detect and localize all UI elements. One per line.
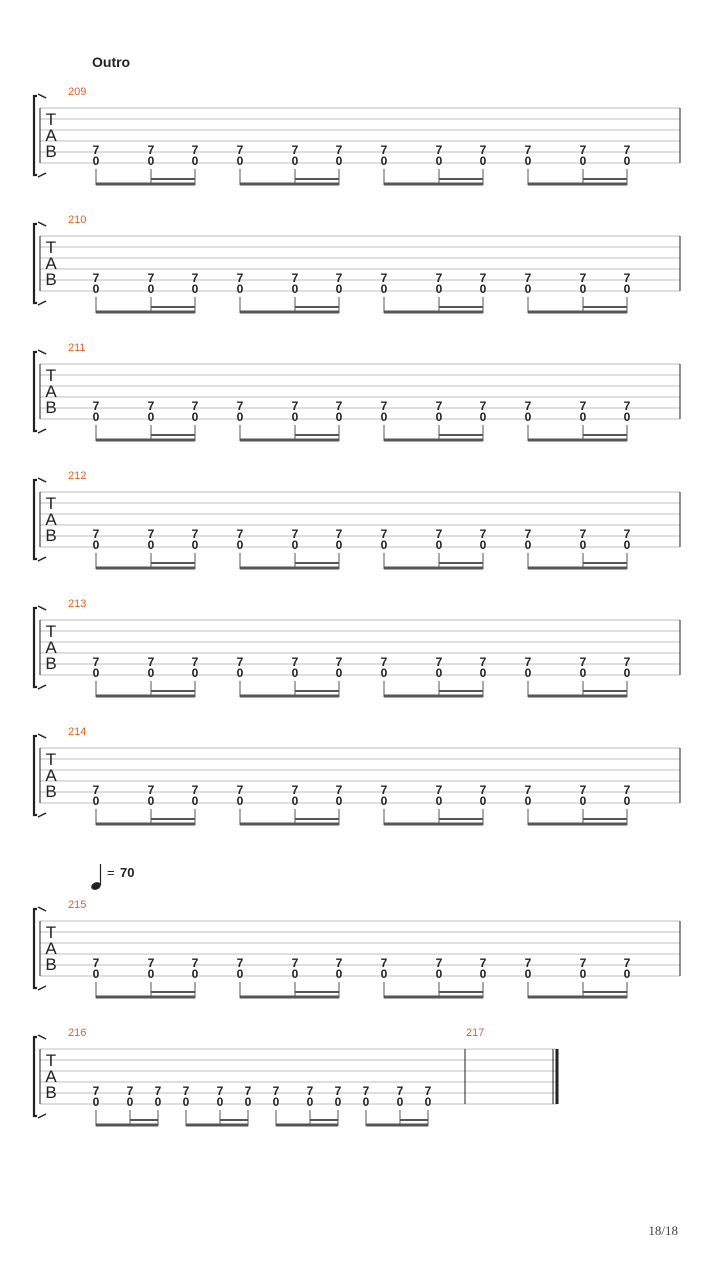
fret-number-upper: 7 (524, 271, 532, 285)
fret-number-upper: 7 (435, 527, 443, 541)
fret-number-upper: 7 (380, 956, 388, 970)
fret-number-lower: 0 (623, 538, 631, 552)
fret-number-upper: 7 (335, 655, 343, 669)
fret-number-lower: 0 (291, 794, 299, 808)
fret-number-lower: 0 (147, 967, 155, 981)
staff-system (34, 342, 680, 441)
tab-clef-letter: T (45, 110, 57, 129)
measure-number: 212 (68, 470, 87, 482)
fret-number-lower: 0 (579, 154, 587, 168)
fret-number-upper: 7 (435, 956, 443, 970)
fret-number-upper: 7 (236, 399, 244, 413)
fret-number-upper: 7 (291, 143, 299, 157)
measure-number: 214 (68, 726, 87, 738)
fret-number-lower: 0 (623, 967, 631, 981)
tab-clef-letter: A (45, 510, 57, 529)
fret-number-upper: 7 (236, 527, 244, 541)
fret-number-upper: 7 (479, 143, 487, 157)
measure-number: 213 (68, 598, 87, 610)
measure-number: 216 (68, 1027, 87, 1039)
fret-number-lower: 0 (579, 538, 587, 552)
fret-number-upper: 7 (524, 783, 532, 797)
section-label: Outro (92, 54, 131, 70)
fret-number-lower: 0 (435, 967, 443, 981)
fret-number-upper: 7 (335, 143, 343, 157)
fret-number-lower: 0 (191, 666, 199, 680)
fret-number-lower: 0 (380, 282, 388, 296)
fret-number-upper: 7 (380, 271, 388, 285)
beamed-note-group (237, 655, 343, 697)
tab-clef-letter: B (45, 955, 57, 974)
fret-number-lower: 0 (154, 1095, 162, 1109)
system-bracket (34, 1037, 37, 1116)
fret-number-lower: 0 (380, 967, 388, 981)
fret-number-upper: 7 (424, 1084, 432, 1098)
fret-number-upper: 7 (92, 143, 100, 157)
fret-number-upper: 7 (147, 956, 155, 970)
bracket-hook-bottom (38, 173, 46, 177)
fret-number-lower: 0 (435, 282, 443, 296)
fret-number-lower: 0 (191, 410, 199, 424)
fret-number-lower: 0 (579, 282, 587, 296)
tab-clef-letter: B (45, 398, 57, 417)
fret-number-upper: 7 (362, 1084, 370, 1098)
beamed-note-group (525, 271, 631, 313)
fret-number-upper: 7 (191, 956, 199, 970)
bracket-hook-top (38, 350, 46, 354)
beamed-note-group (525, 783, 631, 825)
fret-number-lower: 0 (380, 538, 388, 552)
fret-number-upper: 7 (236, 655, 244, 669)
fret-number-lower: 0 (380, 666, 388, 680)
beamed-note-group (93, 527, 199, 569)
fret-number-lower: 0 (236, 154, 244, 168)
fret-number-upper: 7 (335, 399, 343, 413)
fret-number-upper: 7 (92, 527, 100, 541)
bracket-hook-bottom (38, 1114, 46, 1118)
beamed-note-group (381, 956, 487, 998)
fret-number-lower: 0 (92, 1095, 100, 1109)
fret-number-upper: 7 (291, 399, 299, 413)
bracket-hook-bottom (38, 557, 46, 561)
fret-number-upper: 7 (623, 527, 631, 541)
fret-number-lower: 0 (479, 282, 487, 296)
staff-system (34, 899, 680, 998)
fret-number-upper: 7 (396, 1084, 404, 1098)
fret-number-upper: 7 (191, 271, 199, 285)
bracket-hook-top (38, 1035, 46, 1039)
beamed-note-group (237, 527, 343, 569)
beamed-note-group (525, 956, 631, 998)
tab-clef-letter: B (45, 526, 57, 545)
system-bracket (34, 96, 37, 175)
fret-number-upper: 7 (92, 271, 100, 285)
fret-number-lower: 0 (579, 967, 587, 981)
bracket-hook-top (38, 606, 46, 610)
fret-number-upper: 7 (435, 399, 443, 413)
beamed-note-group (93, 143, 199, 185)
beamed-note-group (237, 143, 343, 185)
fret-number-lower: 0 (335, 666, 343, 680)
fret-number-upper: 7 (182, 1084, 190, 1098)
staff-system (34, 598, 680, 697)
fret-number-lower: 0 (623, 282, 631, 296)
fret-number-upper: 7 (92, 399, 100, 413)
fret-number-lower: 0 (335, 282, 343, 296)
fret-number-lower: 0 (524, 967, 532, 981)
fret-number-upper: 7 (479, 399, 487, 413)
beamed-note-group (381, 783, 487, 825)
fret-number-lower: 0 (147, 794, 155, 808)
fret-number-lower: 0 (291, 154, 299, 168)
fret-number-lower: 0 (334, 1095, 342, 1109)
fret-number-upper: 7 (524, 655, 532, 669)
fret-number-upper: 7 (92, 1084, 100, 1098)
fret-number-lower: 0 (92, 282, 100, 296)
fret-number-upper: 7 (435, 655, 443, 669)
fret-number-upper: 7 (579, 527, 587, 541)
bracket-hook-top (38, 222, 46, 226)
fret-number-upper: 7 (147, 143, 155, 157)
fret-number-upper: 7 (479, 271, 487, 285)
fret-number-upper: 7 (435, 143, 443, 157)
fret-number-upper: 7 (191, 783, 199, 797)
fret-number-lower: 0 (191, 282, 199, 296)
fret-number-lower: 0 (479, 410, 487, 424)
fret-number-upper: 7 (335, 956, 343, 970)
beamed-note-group (93, 655, 199, 697)
fret-number-lower: 0 (623, 154, 631, 168)
tab-clef-letter: A (45, 382, 57, 401)
fret-number-upper: 7 (236, 271, 244, 285)
fret-number-upper: 7 (479, 956, 487, 970)
fret-number-upper: 7 (524, 143, 532, 157)
fret-number-upper: 7 (479, 655, 487, 669)
fret-number-lower: 0 (147, 666, 155, 680)
system-bracket (34, 224, 37, 303)
tab-clef-letter: B (45, 1083, 57, 1102)
tab-clef-letter: A (45, 638, 57, 657)
fret-number-lower: 0 (479, 154, 487, 168)
fret-number-upper: 7 (579, 271, 587, 285)
tab-clef-letter: T (45, 1051, 57, 1070)
fret-number-lower: 0 (380, 794, 388, 808)
fret-number-lower: 0 (335, 154, 343, 168)
fret-number-lower: 0 (147, 410, 155, 424)
bracket-hook-bottom (38, 301, 46, 305)
fret-number-lower: 0 (435, 794, 443, 808)
fret-number-upper: 7 (92, 783, 100, 797)
fret-number-upper: 7 (335, 527, 343, 541)
bracket-hook-top (38, 734, 46, 738)
fret-number-upper: 7 (291, 271, 299, 285)
fret-number-lower: 0 (479, 967, 487, 981)
system-bracket (34, 480, 37, 559)
fret-number-upper: 7 (236, 143, 244, 157)
fret-number-upper: 7 (147, 783, 155, 797)
measure-number: 210 (68, 214, 87, 226)
fret-number-lower: 0 (335, 410, 343, 424)
fret-number-upper: 7 (291, 956, 299, 970)
fret-number-lower: 0 (291, 538, 299, 552)
beamed-note-group (93, 1084, 162, 1126)
fret-number-upper: 7 (272, 1084, 280, 1098)
beamed-note-group (273, 1084, 342, 1126)
tab-clef-letter: T (45, 238, 57, 257)
fret-number-upper: 7 (380, 143, 388, 157)
fret-number-upper: 7 (236, 783, 244, 797)
fret-number-upper: 7 (216, 1084, 224, 1098)
fret-number-upper: 7 (579, 399, 587, 413)
tab-clef-letter: B (45, 654, 57, 673)
tab-clef-letter: A (45, 939, 57, 958)
fret-number-upper: 7 (291, 783, 299, 797)
measure-number: 209 (68, 86, 87, 98)
fret-number-upper: 7 (236, 956, 244, 970)
system-bracket (34, 736, 37, 815)
fret-number-lower: 0 (524, 282, 532, 296)
fret-number-lower: 0 (236, 666, 244, 680)
fret-number-lower: 0 (291, 666, 299, 680)
tab-clef-letter: T (45, 622, 57, 641)
fret-number-lower: 0 (524, 666, 532, 680)
measure-number: 215 (68, 899, 87, 911)
fret-number-upper: 7 (244, 1084, 252, 1098)
fret-number-lower: 0 (579, 794, 587, 808)
tempo-marking (90, 864, 135, 891)
fret-number-upper: 7 (623, 399, 631, 413)
beamed-note-group (93, 271, 199, 313)
beamed-note-group (525, 399, 631, 441)
fret-number-lower: 0 (396, 1095, 404, 1109)
fret-number-lower: 0 (335, 794, 343, 808)
beamed-note-group (381, 399, 487, 441)
fret-number-lower: 0 (191, 794, 199, 808)
fret-number-upper: 7 (306, 1084, 314, 1098)
fret-number-upper: 7 (623, 271, 631, 285)
fret-number-upper: 7 (380, 655, 388, 669)
bracket-hook-bottom (38, 986, 46, 990)
fret-number-upper: 7 (380, 783, 388, 797)
fret-number-lower: 0 (147, 154, 155, 168)
fret-number-lower: 0 (126, 1095, 134, 1109)
beamed-note-group (381, 527, 487, 569)
beamed-note-group (363, 1084, 432, 1126)
fret-number-lower: 0 (92, 410, 100, 424)
tab-clef-letter: A (45, 1067, 57, 1086)
tab-clef-letter: B (45, 142, 57, 161)
system-bracket (34, 608, 37, 687)
fret-number-upper: 7 (334, 1084, 342, 1098)
fret-number-lower: 0 (236, 794, 244, 808)
fret-number-lower: 0 (424, 1095, 432, 1109)
fret-number-upper: 7 (623, 783, 631, 797)
fret-number-lower: 0 (380, 154, 388, 168)
fret-number-lower: 0 (479, 666, 487, 680)
fret-number-lower: 0 (291, 282, 299, 296)
fret-number-lower: 0 (623, 410, 631, 424)
measure-number: 217 (466, 1027, 485, 1039)
fret-number-upper: 7 (479, 783, 487, 797)
fret-number-upper: 7 (435, 271, 443, 285)
bracket-hook-top (38, 478, 46, 482)
bracket-hook-top (38, 94, 46, 98)
fret-number-lower: 0 (524, 538, 532, 552)
beamed-note-group (237, 399, 343, 441)
fret-number-upper: 7 (579, 783, 587, 797)
fret-number-lower: 0 (147, 538, 155, 552)
fret-number-lower: 0 (623, 794, 631, 808)
fret-number-upper: 7 (335, 271, 343, 285)
tab-clef-letter: A (45, 126, 57, 145)
fret-number-upper: 7 (579, 143, 587, 157)
fret-number-lower: 0 (92, 666, 100, 680)
beamed-note-group (525, 655, 631, 697)
fret-number-lower: 0 (236, 538, 244, 552)
fret-number-upper: 7 (191, 399, 199, 413)
staff-system (34, 1027, 557, 1126)
beamed-note-group (93, 956, 199, 998)
fret-number-upper: 7 (380, 399, 388, 413)
fret-number-lower: 0 (435, 538, 443, 552)
page-number: 18/18 (648, 1223, 678, 1238)
fret-number-upper: 7 (524, 956, 532, 970)
fret-number-lower: 0 (216, 1095, 224, 1109)
beamed-note-group (93, 783, 199, 825)
fret-number-upper: 7 (191, 527, 199, 541)
fret-number-lower: 0 (623, 666, 631, 680)
fret-number-upper: 7 (147, 399, 155, 413)
tab-clef-letter: T (45, 366, 57, 385)
beamed-note-group (525, 527, 631, 569)
fret-number-upper: 7 (291, 527, 299, 541)
fret-number-upper: 7 (524, 527, 532, 541)
fret-number-lower: 0 (524, 410, 532, 424)
tab-clef-letter: B (45, 782, 57, 801)
staff-system (34, 470, 680, 569)
tab-clef-letter: A (45, 766, 57, 785)
fret-number-lower: 0 (92, 794, 100, 808)
fret-number-lower: 0 (524, 794, 532, 808)
tab-clef-letter: B (45, 270, 57, 289)
fret-number-lower: 0 (435, 410, 443, 424)
fret-number-upper: 7 (623, 143, 631, 157)
fret-number-upper: 7 (623, 655, 631, 669)
beamed-note-group (93, 399, 199, 441)
beamed-note-group (237, 783, 343, 825)
fret-number-lower: 0 (291, 410, 299, 424)
beamed-note-group (525, 143, 631, 185)
fret-number-lower: 0 (191, 967, 199, 981)
tab-clef-letter: T (45, 923, 57, 942)
staff-system (34, 726, 680, 825)
beamed-note-group (381, 655, 487, 697)
fret-number-lower: 0 (92, 967, 100, 981)
beamed-note-group (381, 271, 487, 313)
fret-number-upper: 7 (126, 1084, 134, 1098)
tempo-equals: = (107, 865, 115, 880)
fret-number-lower: 0 (236, 967, 244, 981)
fret-number-lower: 0 (147, 282, 155, 296)
fret-number-lower: 0 (435, 154, 443, 168)
fret-number-lower: 0 (435, 666, 443, 680)
fret-number-lower: 0 (191, 154, 199, 168)
bracket-hook-bottom (38, 685, 46, 689)
fret-number-upper: 7 (579, 655, 587, 669)
fret-number-upper: 7 (154, 1084, 162, 1098)
fret-number-upper: 7 (147, 527, 155, 541)
system-bracket (34, 352, 37, 431)
fret-number-lower: 0 (335, 967, 343, 981)
fret-number-lower: 0 (236, 410, 244, 424)
fret-number-upper: 7 (191, 655, 199, 669)
tab-clef-letter: T (45, 750, 57, 769)
fret-number-lower: 0 (244, 1095, 252, 1109)
fret-number-lower: 0 (272, 1095, 280, 1109)
beamed-note-group (183, 1084, 252, 1126)
fret-number-lower: 0 (479, 538, 487, 552)
staff-system (34, 86, 680, 185)
fret-number-upper: 7 (147, 655, 155, 669)
system-bracket (34, 909, 37, 988)
measure-number: 211 (68, 342, 86, 354)
tab-clef-letter: A (45, 254, 57, 273)
fret-number-upper: 7 (524, 399, 532, 413)
tempo-bpm: 70 (120, 865, 135, 880)
fret-number-lower: 0 (579, 666, 587, 680)
fret-number-lower: 0 (191, 538, 199, 552)
fret-number-upper: 7 (147, 271, 155, 285)
fret-number-upper: 7 (623, 956, 631, 970)
fret-number-upper: 7 (92, 655, 100, 669)
fret-number-upper: 7 (291, 655, 299, 669)
fret-number-upper: 7 (380, 527, 388, 541)
beamed-note-group (237, 271, 343, 313)
fret-number-lower: 0 (524, 154, 532, 168)
fret-number-upper: 7 (435, 783, 443, 797)
fret-number-lower: 0 (306, 1095, 314, 1109)
beamed-note-group (381, 143, 487, 185)
fret-number-upper: 7 (191, 143, 199, 157)
fret-number-upper: 7 (92, 956, 100, 970)
fret-number-lower: 0 (92, 154, 100, 168)
fret-number-lower: 0 (291, 967, 299, 981)
fret-number-lower: 0 (362, 1095, 370, 1109)
fret-number-lower: 0 (579, 410, 587, 424)
fret-number-upper: 7 (479, 527, 487, 541)
staff-system (34, 214, 680, 313)
fret-number-lower: 0 (182, 1095, 190, 1109)
fret-number-lower: 0 (335, 538, 343, 552)
fret-number-upper: 7 (579, 956, 587, 970)
tab-clef-letter: T (45, 494, 57, 513)
bracket-hook-bottom (38, 429, 46, 433)
fret-number-upper: 7 (335, 783, 343, 797)
bracket-hook-bottom (38, 813, 46, 817)
fret-number-lower: 0 (380, 410, 388, 424)
bracket-hook-top (38, 907, 46, 911)
fret-number-lower: 0 (479, 794, 487, 808)
fret-number-lower: 0 (92, 538, 100, 552)
fret-number-lower: 0 (236, 282, 244, 296)
beamed-note-group (237, 956, 343, 998)
